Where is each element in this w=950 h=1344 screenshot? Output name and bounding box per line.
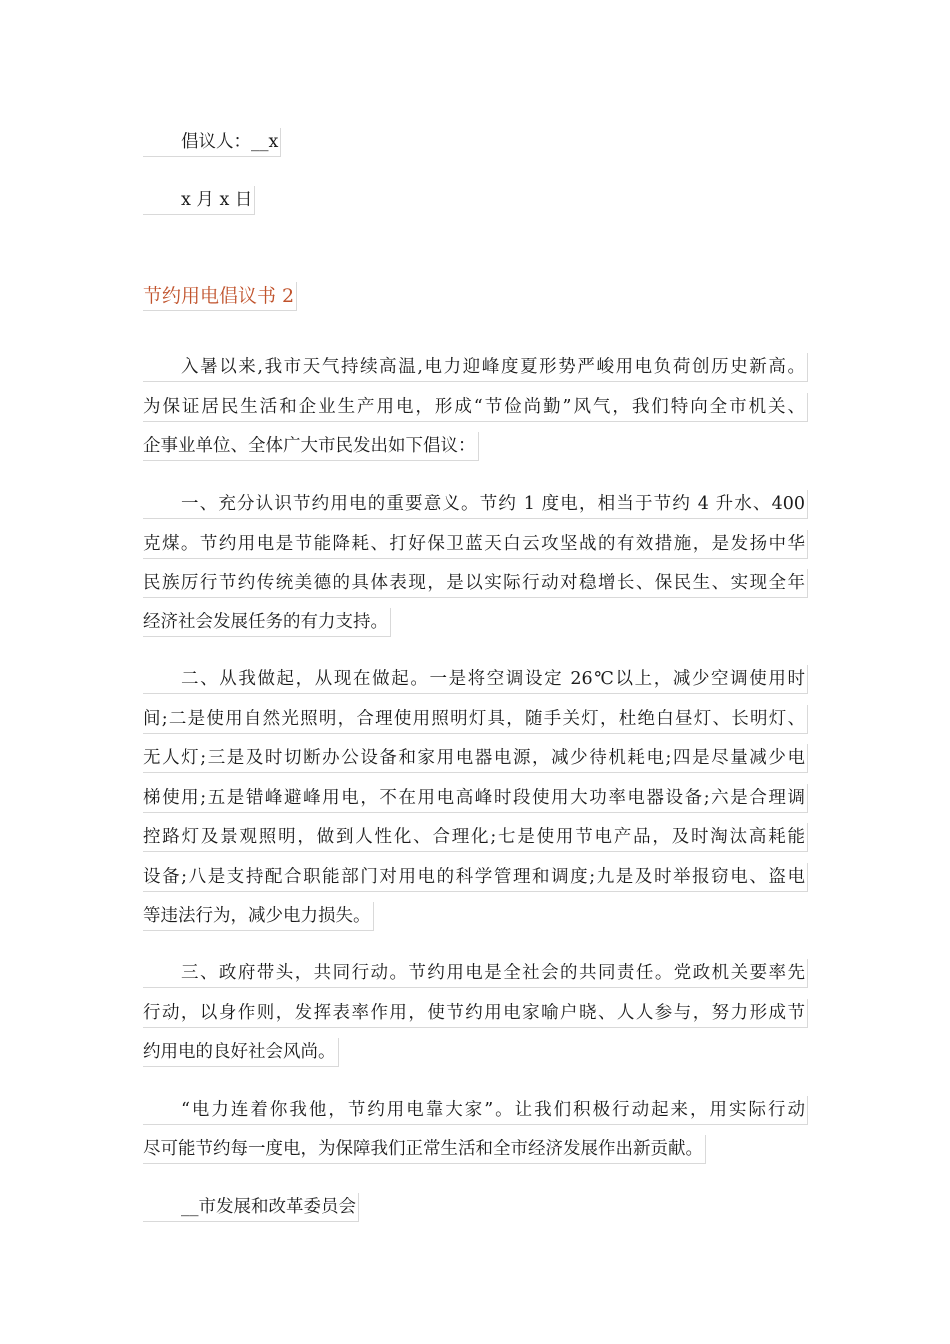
- paragraph-line: 二、从我做起，从现在做起。一是将空调设定 26℃以上，减少空调使用时: [143, 665, 808, 694]
- paragraph-line: 克煤。节约用电是节能降耗、打好保卫蓝天白云攻坚战的有效措施，是发扬中华: [143, 530, 808, 559]
- paragraph-line: 梯使用;五是错峰避峰用电，不在用电高峰时段使用大功率电器设备;六是合理调: [143, 784, 808, 813]
- proposer-line: 倡议人：__x: [143, 128, 281, 157]
- paragraph-line: 入暑以来,我市天气持续高温,电力迎峰度夏形势严峻用电负荷创历史新高。: [143, 353, 808, 382]
- paragraph-line: 设备;八是支持配合职能部门对用电的科学管理和调度;九是及时举报窃电、盗电: [143, 863, 808, 892]
- paragraph-line: 为保证居民生活和企业生产用电，形成“节俭尚勤”风气，我们特向全市机关、: [143, 393, 808, 422]
- paragraph-line: 三、政府带头，共同行动。节约用电是全社会的共同责任。党政机关要率先: [143, 959, 808, 988]
- issuer-line: __市发展和改革委员会: [143, 1193, 359, 1222]
- paragraph-line: 经济社会发展任务的有力支持。: [143, 608, 391, 637]
- paragraph-line: 约用电的良好社会风尚。: [143, 1038, 339, 1067]
- paragraph-line: 一、充分认识节约用电的重要意义。节约 1 度电，相当于节约 4 升水、400: [143, 490, 808, 519]
- paragraph-line: 企事业单位、全体广大市民发出如下倡议：: [143, 432, 479, 461]
- paragraph-line: 无人灯;三是及时切断办公设备和家用电器电源，减少待机耗电;四是尽量减少电: [143, 744, 808, 773]
- paragraph-line: 控路灯及景观照明，做到人性化、合理化;七是使用节电产品，及时淘汰高耗能: [143, 823, 808, 852]
- paragraph-line: 民族厉行节约传统美德的具体表现，是以实际行动对稳增长、保民生、实现全年: [143, 569, 808, 598]
- paragraph-line: 等违法行为，减少电力损失。: [143, 902, 374, 931]
- paragraph-line: 尽可能节约每一度电，为保障我们正常生活和全市经济发展作出新贡献。: [143, 1135, 706, 1164]
- paragraph-line: 间;二是使用自然光照明，合理使用照明灯具，随手关灯，杜绝白昼灯、长明灯、: [143, 705, 808, 734]
- date-line: x 月 x 日: [143, 186, 255, 215]
- section-title: 节约用电倡议书 2: [143, 282, 297, 311]
- paragraph-line: 行动，以身作则，发挥表率作用，使节约用电家喻户晓、人人参与，努力形成节: [143, 999, 808, 1028]
- paragraph-line: “电力连着你我他，节约用电靠大家”。让我们积极行动起来，用实际行动: [143, 1096, 808, 1125]
